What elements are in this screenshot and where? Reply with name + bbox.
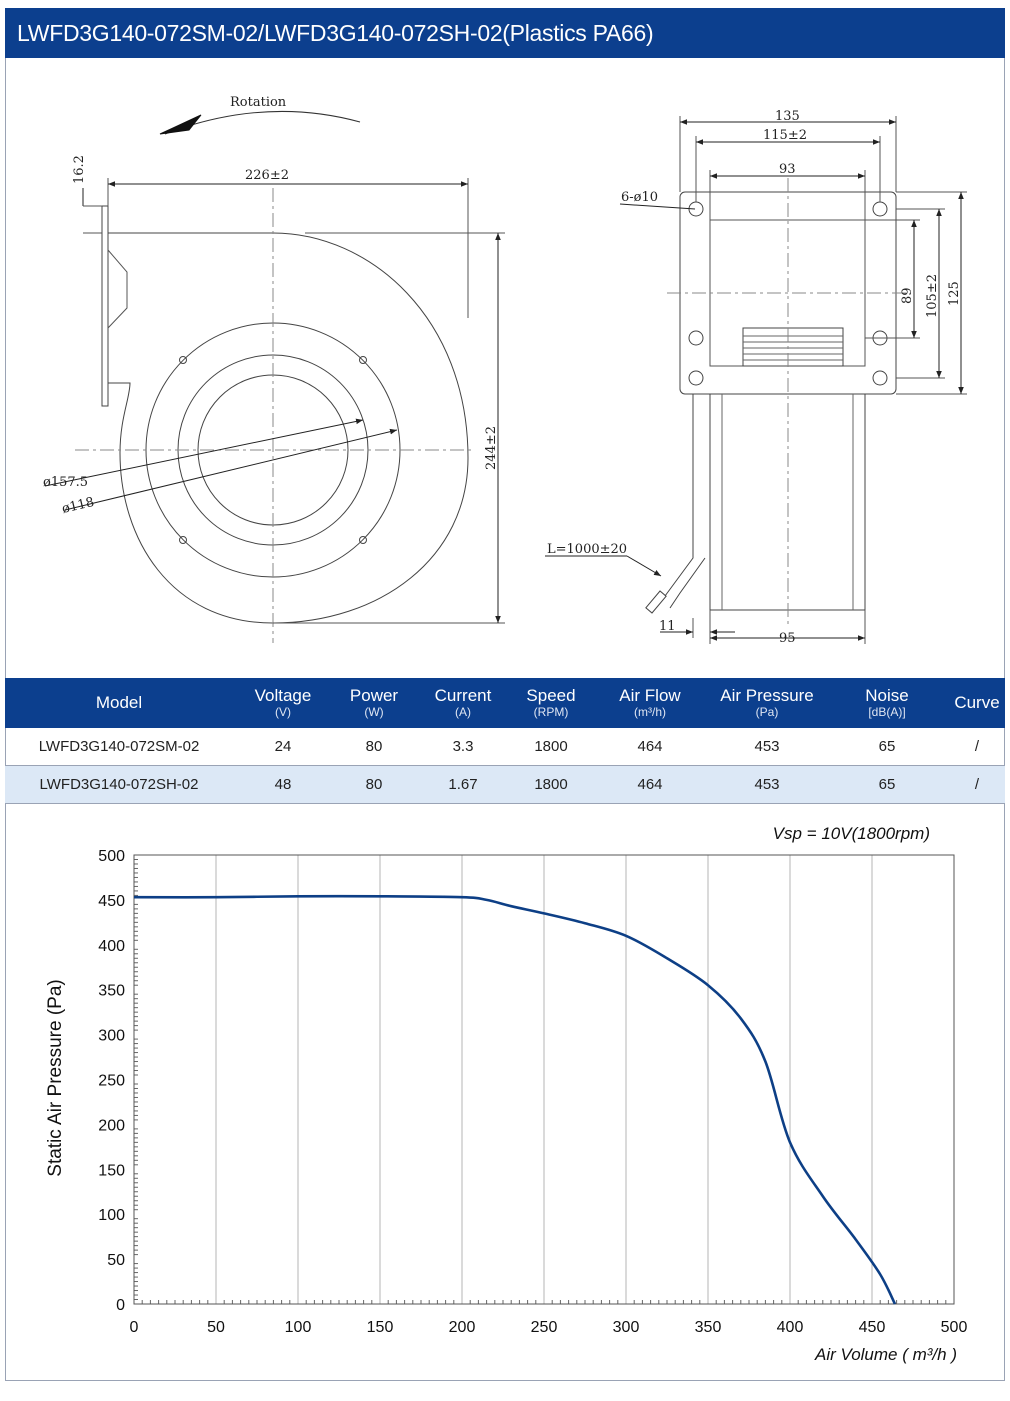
cell-air-flow: 464 (591, 766, 709, 804)
series-line (134, 896, 895, 1304)
chart-series (134, 896, 895, 1304)
cell-noise: 65 (825, 766, 949, 804)
rotation-label: Rotation (230, 95, 287, 110)
side-view (545, 116, 967, 644)
chart-title: Vsp = 10V(1800rpm) (772, 824, 930, 843)
dim-holes: 6-ø10 (621, 190, 659, 205)
y-tick-label: 400 (98, 937, 125, 955)
cell-power: 80 (333, 766, 415, 804)
y-tick-label: 200 (98, 1117, 125, 1135)
chart-y-axis-label: Static Air Pressure (Pa) (45, 979, 66, 1177)
cell-current: 3.3 (415, 728, 511, 766)
col-current: Current (A) (415, 678, 511, 728)
dim-93: 93 (779, 162, 796, 177)
x-tick-label: 50 (207, 1319, 225, 1336)
x-tick-label: 250 (530, 1319, 558, 1336)
table-header-row (5, 678, 1005, 728)
chart-x-axis-label: Air Volume ( m³/h ) (814, 1345, 957, 1364)
table-row (5, 766, 1005, 804)
page-title: LWFD3G140-072SM-02/LWFD3G140-072SH-02(Plastics PA66) (17, 20, 654, 46)
y-tick-label: 250 (98, 1072, 125, 1090)
col-air-pressure: Air Pressure (Pa) (709, 678, 825, 728)
cell-speed: 1800 (511, 766, 591, 804)
col-curve: Curve (949, 678, 1005, 728)
cell-model: LWFD3G140-072SM-02 (5, 728, 233, 766)
dim-width: 226±2 (245, 168, 289, 183)
y-tick-label: 50 (107, 1252, 125, 1270)
x-tick-label: 500 (940, 1319, 968, 1336)
dim-height: 244±2 (484, 426, 499, 470)
x-tick-label: 0 (129, 1319, 139, 1336)
y-tick-label: 150 (98, 1162, 125, 1180)
y-tick-label: 500 (98, 848, 125, 865)
dim-125: 125 (947, 281, 962, 306)
y-tick-label: 100 (98, 1207, 125, 1225)
y-tick-label: 300 (98, 1027, 125, 1045)
x-tick-label: 200 (448, 1319, 476, 1336)
col-voltage: Voltage (V) (233, 678, 333, 728)
col-noise: Noise [dB(A)] (825, 678, 949, 728)
col-power: Power (W) (333, 678, 415, 728)
dim-dia-inner: ø118 (60, 494, 96, 517)
performance-chart (5, 805, 1005, 1381)
dim-cable: L=1000±20 (547, 542, 628, 557)
cell-model: LWFD3G140-072SH-02 (5, 766, 233, 804)
cell-air-pressure: 453 (709, 728, 825, 766)
cell-air-flow: 464 (591, 728, 709, 766)
col-model: Model (5, 678, 233, 728)
x-tick-label: 150 (366, 1319, 394, 1336)
y-tick-label: 350 (98, 982, 125, 1000)
cell-air-pressure: 453 (709, 766, 825, 804)
cell-voltage: 48 (233, 766, 333, 804)
table-row (5, 728, 1005, 766)
cell-voltage: 24 (233, 728, 333, 766)
chart-grid (134, 855, 954, 1304)
spec-table (5, 678, 1005, 804)
dim-105: 105±2 (925, 274, 940, 318)
cell-speed: 1800 (511, 728, 591, 766)
x-tick-label: 100 (284, 1319, 312, 1336)
cell-current: 1.67 (415, 766, 511, 804)
dim-dia-outer: ø157.5 (43, 475, 89, 490)
dim-135: 135 (775, 109, 800, 124)
col-speed: Speed (RPM) (511, 678, 591, 728)
col-air-flow: Air Flow (m³/h) (591, 678, 709, 728)
x-tick-label: 300 (612, 1319, 640, 1336)
y-tick-label: 0 (116, 1297, 125, 1314)
dim-89: 89 (900, 287, 915, 304)
technical-drawing (5, 58, 1005, 678)
x-tick-label: 400 (776, 1319, 804, 1336)
title-bar (5, 8, 1005, 58)
cell-power: 80 (333, 728, 415, 766)
chart-axes (98, 848, 967, 1336)
front-view (45, 111, 505, 643)
dim-115: 115±2 (763, 128, 807, 143)
y-tick-label: 450 (98, 892, 125, 910)
cell-curve: / (949, 766, 1005, 804)
dim-11: 11 (659, 619, 676, 634)
cell-noise: 65 (825, 728, 949, 766)
dim-flange: 16.2 (72, 155, 87, 184)
x-tick-label: 450 (858, 1319, 886, 1336)
dim-95: 95 (779, 631, 796, 646)
cell-curve: / (949, 728, 1005, 766)
x-tick-label: 350 (694, 1319, 722, 1336)
